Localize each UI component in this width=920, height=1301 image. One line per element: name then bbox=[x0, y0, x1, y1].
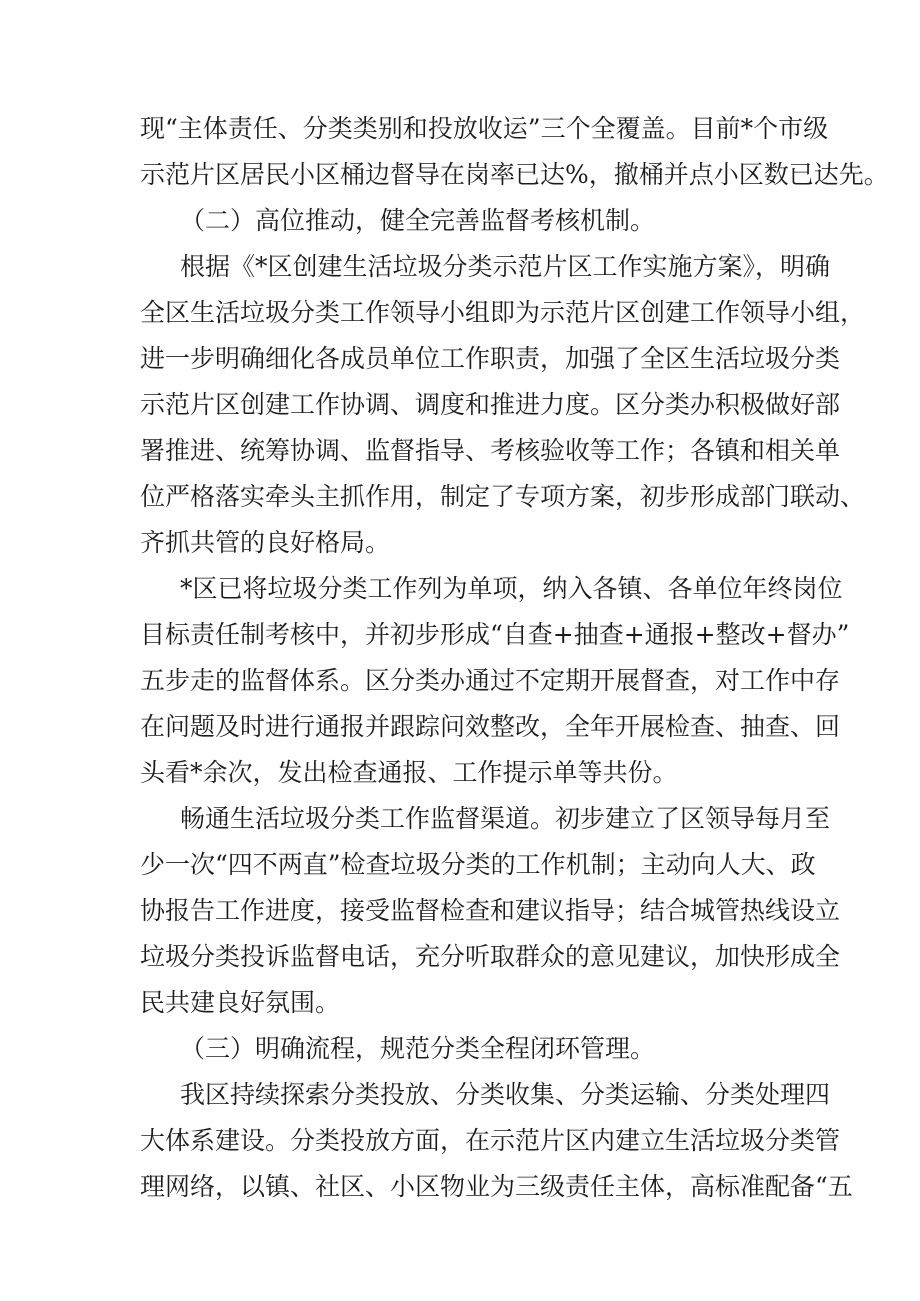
text-line: 五步走的监督体系。区分类办通过不定期开展督查，对工作中存 bbox=[140, 666, 841, 695]
section-heading-2 bbox=[140, 198, 800, 244]
text-line: 头看*余次，发出检查通报、工作提示单等共份。 bbox=[140, 758, 678, 787]
text-line: 示范片区创建工作协调、调度和推进力度。区分类办积极做好部 bbox=[140, 390, 841, 419]
paragraph-5 bbox=[140, 1072, 853, 1210]
text-line: 目标责任制考核中，并初步形成“自查+抽查+通报+整改+督办” bbox=[140, 620, 850, 649]
heading-line: （二）高位推动，健全完善监督考核机制。 bbox=[180, 206, 656, 235]
text-line: 大体系建设。分类投放方面，在示范片区内建立生活垃圾分类管 bbox=[140, 1126, 841, 1155]
text-line: 齐抓共管的良好格局。 bbox=[140, 528, 391, 557]
paragraph-1 bbox=[140, 106, 889, 198]
section-heading-3 bbox=[140, 1026, 800, 1072]
text-line: 少一次“四不两直”检查垃圾分类的工作机制；主动向人大、政 bbox=[140, 850, 816, 879]
text-line: 我区持续探索分类投放、分类收集、分类运输、分类处理四 bbox=[180, 1080, 831, 1109]
text-line: 在问题及时进行通报并跟踪问效整改，全年开展检查、抽查、回 bbox=[140, 712, 841, 741]
text-line: 署推进、统筹协调、监督指导、考核验收等工作；各镇和相关单 bbox=[140, 436, 841, 465]
text-line: 进一步明确细化各成员单位工作职责，加强了全区生活垃圾分类 bbox=[140, 344, 841, 373]
text-line: 垃圾分类投诉监督电话，充分听取群众的意见建议，加快形成全 bbox=[140, 942, 841, 971]
paragraph-4 bbox=[140, 796, 841, 1026]
text-line: 协报告工作进度，接受监督检查和建议指导；结合城管热线设立 bbox=[140, 896, 841, 925]
paragraph-2 bbox=[140, 244, 866, 566]
text-line: 示范片区居民小区桶边督导在岗率已达%，撤桶并点小区数已达先。 bbox=[140, 160, 889, 189]
text-line: 现“主体责任、分类类别和投放收运”三个全覆盖。目前*个市级 bbox=[140, 114, 829, 143]
document-body bbox=[140, 106, 889, 1210]
text-line: 民共建良好氛围。 bbox=[140, 988, 341, 1017]
text-line: 根据《*区创建生活垃圾分类示范片区工作实施方案》，明确 bbox=[180, 252, 831, 281]
text-line: *区已将垃圾分类工作列为单项，纳入各镇、各单位年终岗位 bbox=[180, 574, 843, 603]
text-line: 全区生活垃圾分类工作领导小组即为示范片区创建工作领导小组， bbox=[140, 298, 866, 327]
paragraph-3 bbox=[140, 566, 850, 796]
text-line: 理网络，以镇、社区、小区物业为三级责任主体，高标准配备“五 bbox=[140, 1172, 853, 1201]
text-line: 位严格落实牵头主抓作用，制定了专项方案，初步形成部门联动、 bbox=[140, 482, 866, 511]
text-line: 畅通生活垃圾分类工作监督渠道。初步建立了区领导每月至 bbox=[180, 804, 831, 833]
heading-line: （三）明确流程，规范分类全程闭环管理。 bbox=[180, 1034, 656, 1063]
